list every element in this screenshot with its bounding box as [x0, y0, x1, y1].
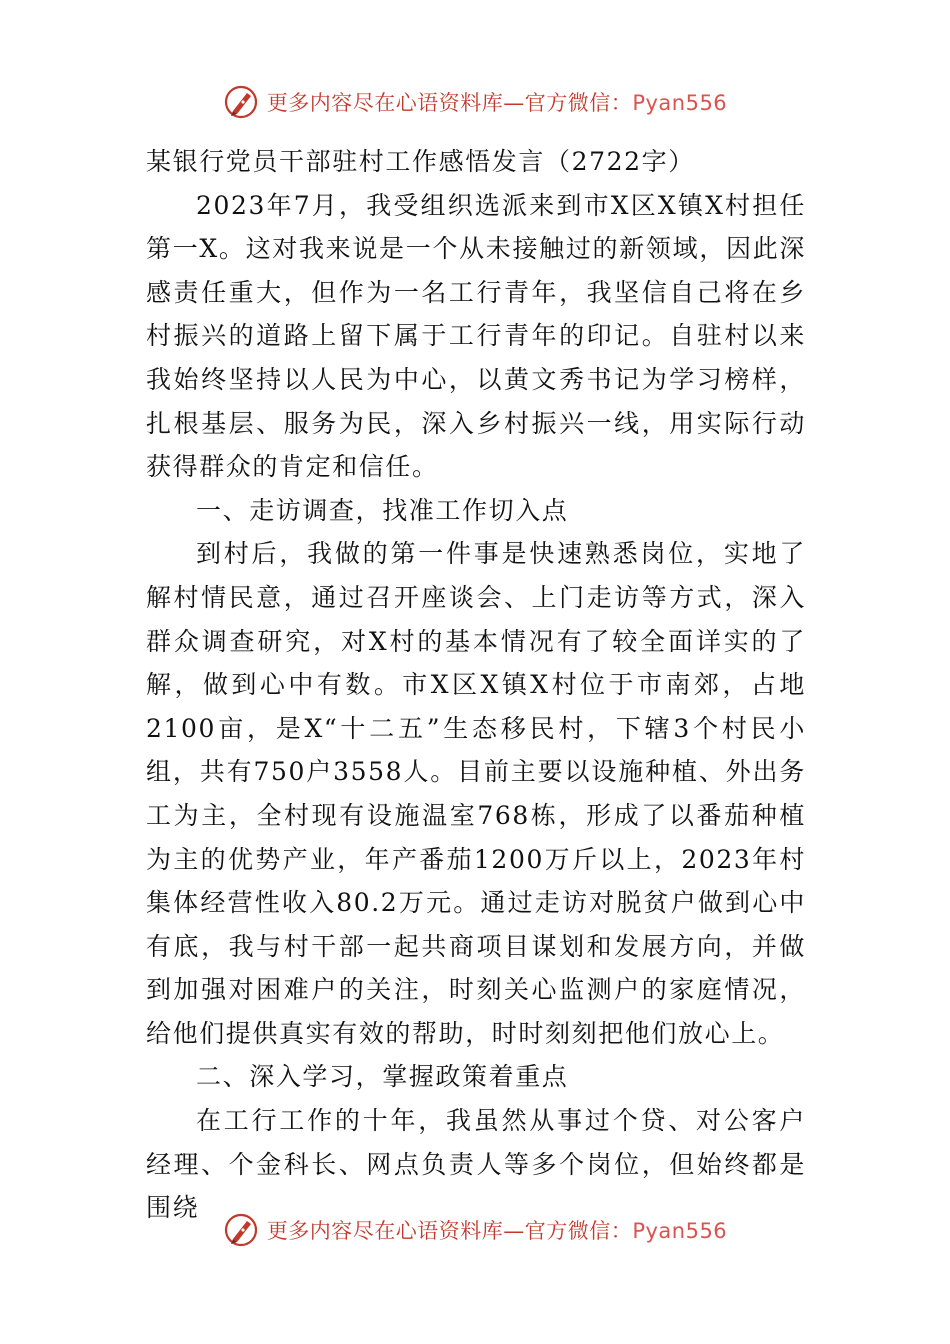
document-body	[146, 140, 806, 1230]
watermark-header	[0, 82, 950, 122]
paragraph-intro: 2023年7月，我受组织选派来到市X区X镇X村担任第一X。这对我来说是一个从未接触过的新领域，因此深感责任重大，但作为一名工行青年，我坚信自己将在乡村振兴的道路上留下属于工行青年的印记。自驻村以来我始终坚持以人民为中心，以黄文秀书记为学习榜样，扎根基层、服务为民，深入乡村振兴一线，用实际行动获得群众的肯定和信任。	[146, 190, 806, 482]
paragraph-section-2: 在工行工作的十年，我虽然从事过个贷、对公客户经理、个金科长、网点负责人等多个岗位，但始终都是围绕	[146, 1106, 806, 1223]
watermark-text: 更多内容尽在心语资料库—官方微信：Pyan556	[266, 91, 728, 115]
pen-logo-icon	[223, 1212, 259, 1248]
section-heading-1: 一、走访调查，找准工作切入点	[196, 495, 569, 525]
watermark-handle: Pyan556	[632, 1219, 728, 1243]
document-title: 某银行党员干部驻村工作感悟发言（2722字）	[146, 147, 695, 176]
watermark-handle: Pyan556	[632, 91, 728, 115]
pen-logo-icon	[223, 84, 259, 120]
watermark-text: 更多内容尽在心语资料库—官方微信：Pyan556	[266, 1219, 728, 1243]
paragraph-section-1: 到村后，我做的第一件事是快速熟悉岗位，实地了解村情民意，通过召开座谈会、上门走访等方式，深入群众调查研究，对X村的基本情况有了较全面详实的了解，做到心中有数。市X区X镇X村位于市南郊，占地2100亩，是X“十二五”生态移民村，下辖3个村民小组，共有750户3558人。目前主要以设施种植、外出务工为主，全村现有设施温室768栋，形成了以番茄种植为主的优势产业，年产番茄1200万斤以上，2023年村集体经营性收入80.2万元。通过走访对脱贫户做到心中有底，我与村干部一起共商项目谋划和发展方向，并做到加强对困难户的关注，时刻关心监测户的家庭情况，给他们提供真实有效的帮助，时时刻刻把他们放心上。	[146, 539, 806, 1048]
section-heading-2: 二、深入学习，掌握政策着重点	[196, 1062, 569, 1092]
watermark-footer	[0, 1210, 950, 1250]
